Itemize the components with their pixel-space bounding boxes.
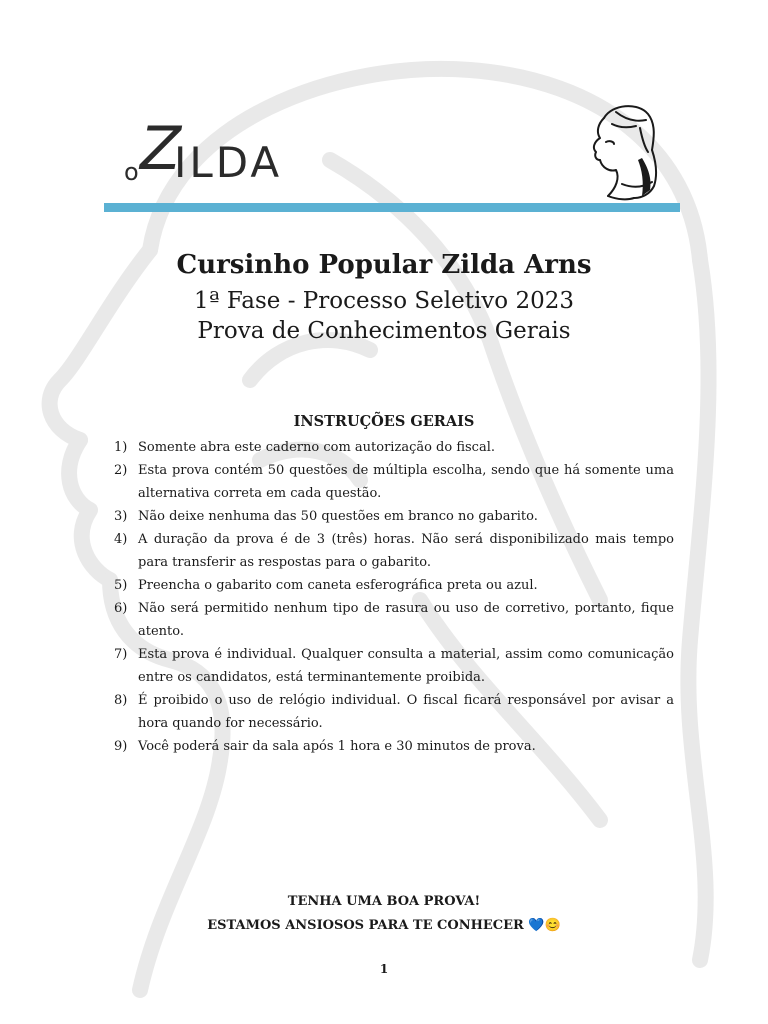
item-number: 9) bbox=[114, 739, 128, 754]
item-text: Você poderá sair da sala após 1 hora e 30 minutos de prova. bbox=[138, 739, 536, 754]
item-text: Esta prova é individual. Qualquer consulta a material, assim como comunicação entre os candidatos, está terminantemente proibida. bbox=[138, 647, 674, 685]
logo-prefix: o bbox=[124, 158, 139, 186]
list-item bbox=[112, 436, 674, 459]
item-text: A duração da prova é de 3 (três) horas. Não será disponibilizado mais tempo para transferir as respostas para o gabarito. bbox=[138, 532, 674, 570]
list-item bbox=[112, 574, 674, 597]
list-item bbox=[112, 459, 674, 505]
smile-icon: 😊 bbox=[544, 918, 561, 933]
item-text: Não será permitido nenhum tipo de rasura ou uso de corretivo, portanto, fique atento. bbox=[138, 601, 674, 639]
item-text: Não deixe nenhuma das 50 questões em branco no gabarito. bbox=[138, 509, 538, 524]
closing-text: ESTAMOS ANSIOSOS PARA TE CONHECER bbox=[207, 918, 524, 933]
item-number: 6) bbox=[114, 601, 128, 616]
item-number: 4) bbox=[114, 532, 128, 547]
document-title: Cursinho Popular Zilda Arns bbox=[176, 250, 592, 280]
list-item bbox=[112, 689, 674, 735]
logo-text: ILDA bbox=[174, 138, 283, 187]
heart-icon: 💙 bbox=[528, 918, 545, 933]
item-number: 1) bbox=[114, 440, 128, 455]
list-item bbox=[112, 643, 674, 689]
item-number: 7) bbox=[114, 647, 128, 662]
item-text: Somente abra este caderno com autorização do fiscal. bbox=[138, 440, 495, 455]
instructions-heading: INSTRUÇÕES GERAIS bbox=[293, 413, 475, 430]
item-number: 8) bbox=[114, 693, 128, 708]
header-divider bbox=[104, 203, 680, 212]
closing-message: TENHA UMA BOA PROVA! bbox=[287, 894, 481, 909]
logo-initial: Z bbox=[140, 114, 182, 184]
page-number: 1 bbox=[379, 962, 389, 976]
item-text: Esta prova contém 50 questões de múltipla escolha, sendo que há somente uma alternativa correta em cada questão. bbox=[138, 463, 674, 501]
closing-message-2 bbox=[0, 914, 768, 938]
item-text: É proibido o uso de relógio individual. O fiscal ficará responsável por avisar a hora quando for necessário. bbox=[138, 693, 674, 731]
instructions-list bbox=[112, 436, 674, 758]
list-item bbox=[112, 597, 674, 643]
item-text: Preencha o gabarito com caneta esferográfica preta ou azul. bbox=[138, 578, 538, 593]
item-number: 3) bbox=[114, 509, 128, 524]
item-number: 5) bbox=[114, 578, 128, 593]
list-item bbox=[112, 528, 674, 574]
list-item bbox=[112, 505, 674, 528]
document-subtitle: 1ª Fase - Processo Seletivo 2023 bbox=[194, 288, 574, 314]
portrait-illustration bbox=[582, 98, 666, 202]
item-number: 2) bbox=[114, 463, 128, 478]
list-item bbox=[112, 735, 674, 758]
document-subtitle-2: Prova de Conhecimentos Gerais bbox=[197, 318, 571, 344]
